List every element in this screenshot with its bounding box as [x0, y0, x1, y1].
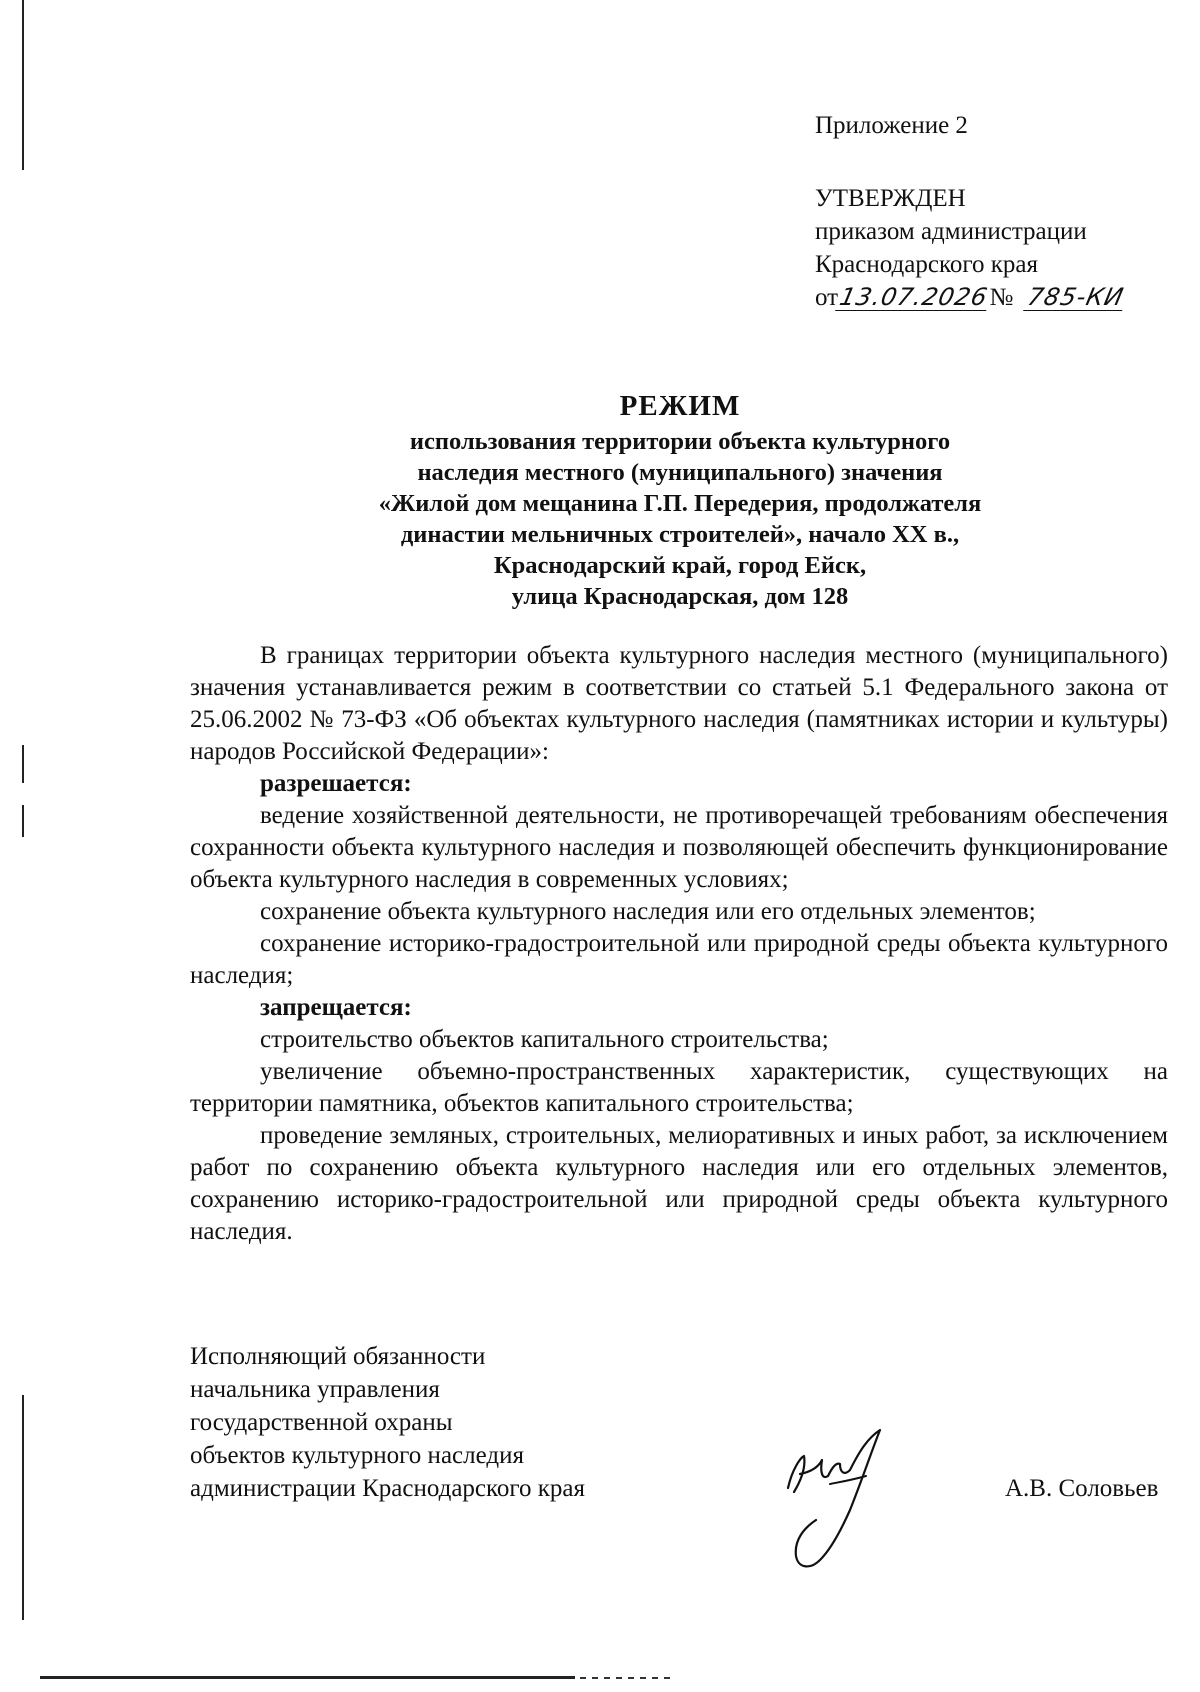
signer-name: А.В. Соловьев	[1005, 1475, 1159, 1502]
forbidden-heading: запрещается:	[260, 994, 412, 1021]
scan-edge-line	[22, 805, 24, 837]
signer-position-line: Исполняющий обязанности	[190, 1343, 486, 1370]
signer-position-line: объектов культурного наследия	[190, 1442, 524, 1469]
title-line: использования территории объекта культурного	[409, 428, 951, 455]
scan-edge-line	[22, 1395, 24, 1620]
date-prefix: от	[815, 284, 839, 311]
approved-label: УТВЕРЖДЕН	[815, 185, 966, 212]
signer-position-line: государственной охраны	[190, 1409, 453, 1436]
title-line: улица Краснодарская, дом 128	[511, 583, 849, 610]
title-line: Краснодарский край, город Ейск,	[493, 552, 867, 579]
allowed-heading: разрешается:	[260, 770, 412, 797]
signer-position-line: администрации Краснодарского края	[190, 1475, 586, 1502]
scan-bottom-line	[40, 1676, 575, 1679]
approved-by-line: Краснодарского края	[815, 251, 1038, 278]
forbidden-item: строительство объектов капитального строительства;	[260, 1026, 829, 1053]
signer-position	[190, 1340, 585, 1505]
approved-by-line: приказом администрации	[815, 218, 1087, 245]
title-line: наследия местного (муниципального) значения	[417, 459, 943, 486]
number-prefix: №	[989, 284, 1014, 311]
order-date-handwritten: 13.07.2026	[837, 283, 991, 311]
scan-edge-line	[22, 745, 24, 783]
allowed-item: сохранение историко-градостроительной или природной среды объекта культурного наследия;	[190, 930, 1168, 989]
document-title-block	[190, 388, 1170, 612]
document-body	[190, 640, 1168, 1248]
signer-position-line: начальника управления	[190, 1376, 440, 1403]
allowed-item: ведение хозяйственной деятельности, не противоречащей требованиям обеспечения сохранности объекта культурного наследия и позволяющей обеспечить функционирование объекта культурного наследия в современных условиях;	[190, 802, 1168, 893]
appendix-label: Приложение 2	[815, 112, 968, 139]
intro-paragraph: В границах территории объекта культурного наследия местного (муниципального) значения устанавливается режим в соответствии со статьей 5.1 Федерального закона от 25.06.2002 № 73-ФЗ «Об объектах культурного наследия (памятниках истории и культуры) народов Российской Федерации»:	[190, 642, 1168, 765]
scan-edge-line	[22, 0, 24, 170]
forbidden-item: проведение земляных, строительных, мелиоративных и иных работ, за исключением работ по сохранению объекта культурного наследия или его отдельных элементов, сохранению историко-градостроительной или природной среды объекта культурного наследия.	[190, 1122, 1168, 1245]
forbidden-item: увеличение объемно-пространственных характеристик, существующих на территории памятника, объектов капитального строительства;	[190, 1058, 1168, 1117]
title-line: династии мельничных строителей», начало XX в.,	[400, 521, 960, 548]
handwritten-signature	[770, 1410, 920, 1575]
title-line: «Жилой дом мещанина Г.П. Передерия, продолжателя	[378, 490, 982, 517]
order-number-handwritten: 785-КИ	[1025, 283, 1127, 311]
order-date-line	[815, 281, 1125, 314]
document-title: РЕЖИМ	[619, 390, 741, 422]
approval-stamp-block	[815, 182, 1125, 314]
scan-bottom-dashes	[580, 1677, 675, 1679]
allowed-item: сохранение объекта культурного наследия или его отдельных элементов;	[260, 898, 1036, 925]
